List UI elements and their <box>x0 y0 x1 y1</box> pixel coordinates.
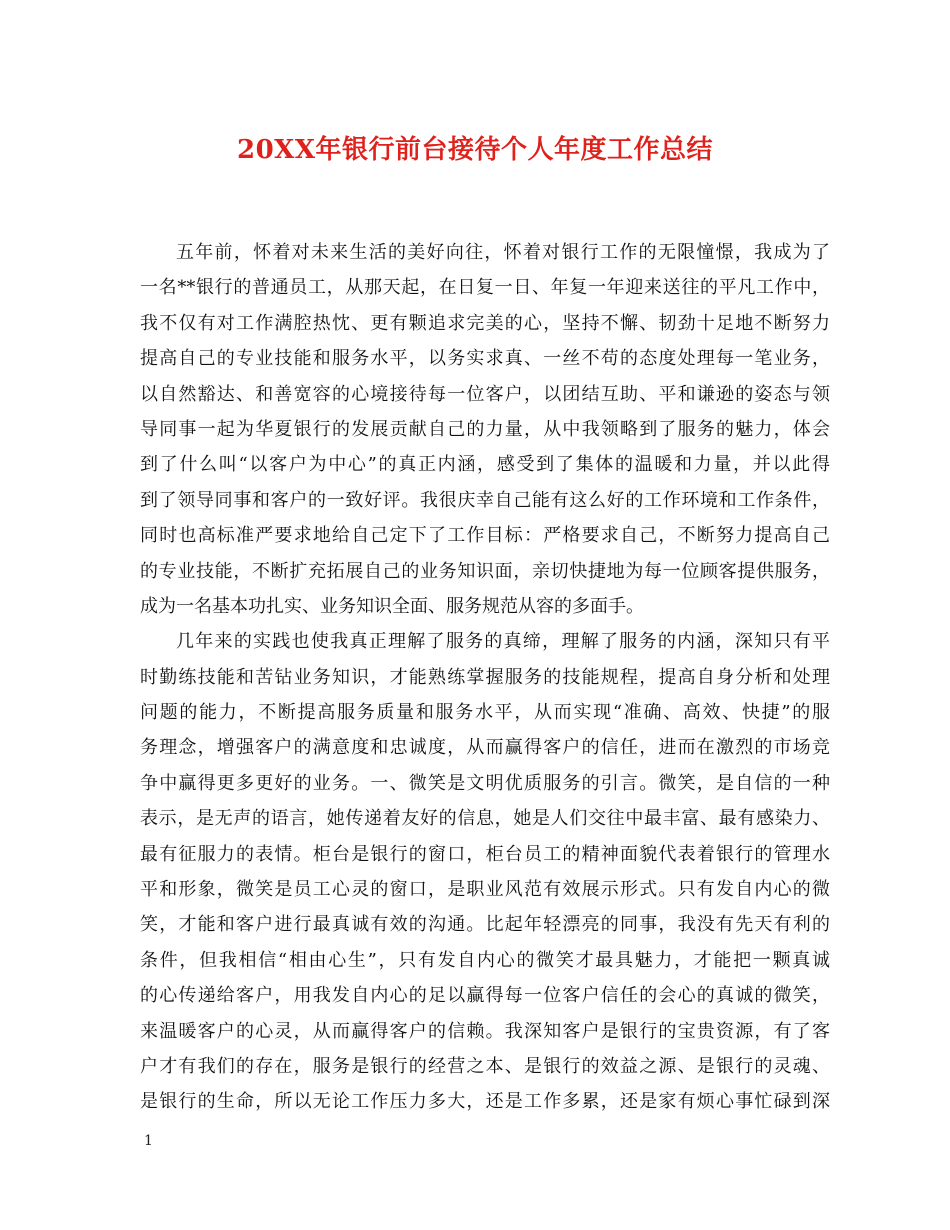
body-line: 五年前，怀着对未来生活的美好向往，怀着对银行工作的无限憧憬，我成为了 <box>176 242 830 263</box>
body-line: 是银行的生命，所以无论工作压力多大，还是工作多累，还是家有烦心事忙碌到深 <box>140 1091 830 1113</box>
body-line: 时勤练技能和苦钻业务知识，才能熟练掌握服务的技能规程，提高自身分析和处理 <box>140 666 830 688</box>
body-line: 条件，但我相信“相由心生”，只有发自内心的微笑才最具魅力，才能把一颗真诚 <box>140 949 830 971</box>
body-line: 务理念，增强客户的满意度和忠诚度，从而赢得客户的信任，进而在激烈的市场竞 <box>140 737 830 759</box>
body-line: 导同事一起为华夏银行的发展贡献自己的力量，从中我领略到了服务的魅力，体会 <box>140 418 830 440</box>
body-line: 到了领导同事和客户的一致好评。我很庆幸自己能有这么好的工作环境和工作条件， <box>140 489 830 511</box>
body-line: 的心传递给客户，用我发自内心的足以赢得每一位客户信任的会心的真诚的微笑， <box>140 985 830 1007</box>
page-number: 1 <box>144 1133 153 1149</box>
body-line: 以自然豁达、和善宽容的心境接待每一位客户，以团结互助、平和谦逊的姿态与领 <box>140 383 830 405</box>
body-line: 户才有我们的存在，服务是银行的经营之本、是银行的效益之源、是银行的灵魂、 <box>140 1055 830 1077</box>
document-title: 20XX年银行前台接待个人年度工作总结 <box>236 135 714 165</box>
body-line: 一名**银行的普通员工，从那天起，在日复一日、年复一年迎来送往的平凡工作中， <box>140 277 830 299</box>
body-line: 平和形象，微笑是员工心灵的窗口，是职业风范有效展示形式。只有发自内心的微 <box>140 879 830 901</box>
body-line: 表示，是无声的语言，她传递着友好的信息，她是人们交往中最丰富、最有感染力、 <box>140 808 830 830</box>
body-line: 提高自己的专业技能和服务水平，以务实求真、一丝不苟的态度处理每一笔业务， <box>140 348 830 370</box>
body-line: 笑，才能和客户进行最真诚有效的沟通。比起年轻漂亮的同事，我没有先天有利的 <box>140 914 830 936</box>
body-line: 问题的能力，不断提高服务质量和服务水平，从而实现“准确、高效、快捷”的服 <box>140 702 830 724</box>
body-line: 成为一名基本功扎实、业务知识全面、服务规范从容的多面手。 <box>140 595 644 617</box>
body-line: 到了什么叫“以客户为中心”的真正内涵，感受到了集体的温暖和力量，并以此得 <box>140 454 830 476</box>
body-line: 最有征服力的表情。柜台是银行的窗口，柜台员工的精神面貌代表着银行的管理水 <box>140 843 830 865</box>
body-line: 几年来的实践也使我真正理解了服务的真缔，理解了服务的内涵，深知只有平 <box>176 631 830 653</box>
body-line: 争中赢得更多更好的业务。一、微笑是文明优质服务的引言。微笑，是自信的一种 <box>140 772 830 794</box>
body-line: 来温暖客户的心灵，从而赢得客户的信赖。我深知客户是银行的宝贵资源，有了客 <box>140 1020 830 1042</box>
body-line: 我不仅有对工作满腔热忱、更有颗追求完美的心，坚持不懈、韧劲十足地不断努力 <box>140 312 830 334</box>
document-body <box>140 235 830 1120</box>
body-line: 的专业技能，不断扩充拓展自己的业务知识面，亲切快捷地为每一位顾客提供服务， <box>140 560 830 582</box>
body-line: 同时也高标准严要求地给自己定下了工作目标：严格要求自己，不断努力提高自己 <box>140 525 830 547</box>
